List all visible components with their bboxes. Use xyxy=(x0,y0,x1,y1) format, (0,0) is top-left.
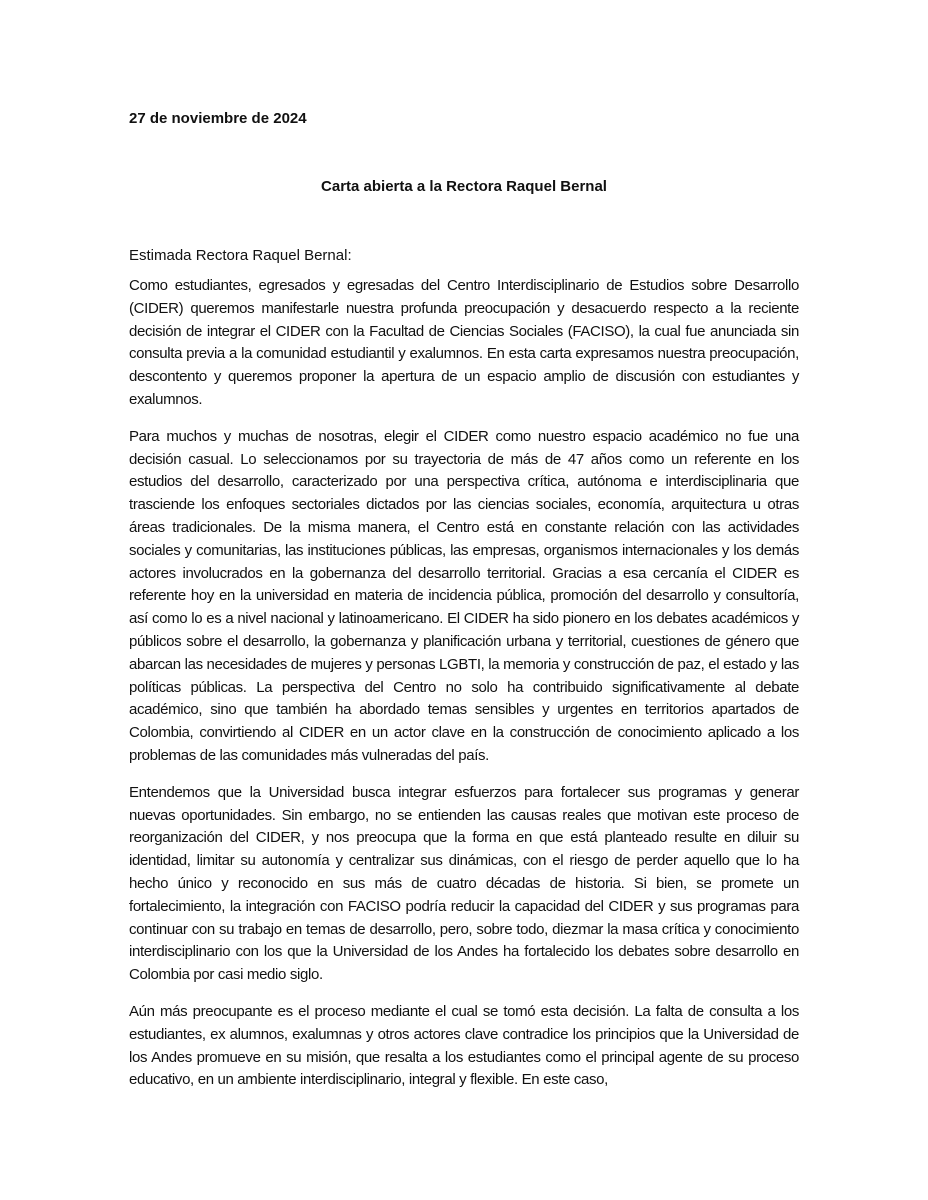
paragraph-2: Para muchos y muchas de nosotras, elegir el CIDER como nuestro espacio académico no fue una decisión casual. Lo seleccionamos por su trayectoria de más de 47 años como un referente en los estudios del desarrollo, caracterizado por una perspectiva crítica, autónoma e interdisciplinaria que trasciende los enfoques sectoriales dictados por las ciencias sociales, economía, arquitectura u otras áreas tradicionales. De la misma manera, el Centro está en constante relación con las actividades sociales y comunitarias, las instituciones públicas, las empresas, organismos internacionales y los demás actores involucrados en la gobernanza del desarrollo territorial. Gracias a esa cercanía el CIDER es referente hoy en la universidad en materia de incidencia pública, promoción del desarrollo y consultoría, así como lo es a nivel nacional y latinoamericano. El CIDER ha sido pionero en los debates académicos y públicos sobre el desarrollo, la gobernanza y planificación urbana y territorial, cuestiones de género que abarcan las necesidades de mujeres y personas LGBTI, la memoria y construcción de paz, el estado y las políticas públicas. La perspectiva del Centro no solo ha contribuido significativamente al debate académico, sino que también ha abordado temas sensibles y urgentes en territorios apartados de Colombia, convirtiendo al CIDER en un actor clave en la construcción de conocimiento aplicado a los problemas de las comunidades más vulneradas del país. xyxy=(129,427,799,764)
letter-body xyxy=(129,275,799,1106)
paragraph-3: Entendemos que la Universidad busca integrar esfuerzos para fortalecer sus programas y generar nuevas oportunidades. Sin embargo, no se entienden las causas reales que motivan este proceso de reorganización del CIDER, y nos preocupa que la forma en que está planteado resulte en diluir su identidad, limitar su autonomía y centralizar sus dinámicas, con el riesgo de perder aquello que lo ha hecho único y reconocido en sus más de cuatro décadas de historia. Si bien, se promete un fortalecimiento, la integración con FACISO podría reducir la capacidad del CIDER y sus programas para continuar con su trabajo en temas de desarrollo, pero, sobre todo, diezmar la masa crítica y conocimiento interdisciplinario con los que la Universidad de los Andes ha fortalecido los debates sobre desarrollo en Colombia por casi medio siglo. xyxy=(129,783,799,984)
letter-date: 27 de noviembre de 2024 xyxy=(129,110,307,127)
letter-salutation: Estimada Rectora Raquel Bernal: xyxy=(129,247,352,264)
paragraph-1: Como estudiantes, egresados y egresadas del Centro Interdisciplinario de Estudios sobre Desarrollo (CIDER) queremos manifestarle nuestra profunda preocupación y desacuerdo respecto a la reciente decisión de integrar el CIDER con la Facultad de Ciencias Sociales (FACISO), la cual fue anunciada sin consulta previa a la comunidad estudiantil y exalumnos. En esta carta expresamos nuestra preocupación, descontento y queremos proponer la apertura de un espacio amplio de discusión con estudiantes y exalumnos. xyxy=(129,277,799,408)
letter-title: Carta abierta a la Rectora Raquel Bernal xyxy=(321,178,607,195)
paragraph-4: Aún más preocupante es el proceso mediante el cual se tomó esta decisión. La falta de consulta a los estudiantes, ex alumnos, exalumnas y otros actores clave contradice los principios que la Universidad de los Andes promueve en su misión, que resalta a los estudiantes como el principal agente de su proceso educativo, en un ambiente interdisciplinario, integral y flexible. En este caso, xyxy=(129,1002,799,1089)
